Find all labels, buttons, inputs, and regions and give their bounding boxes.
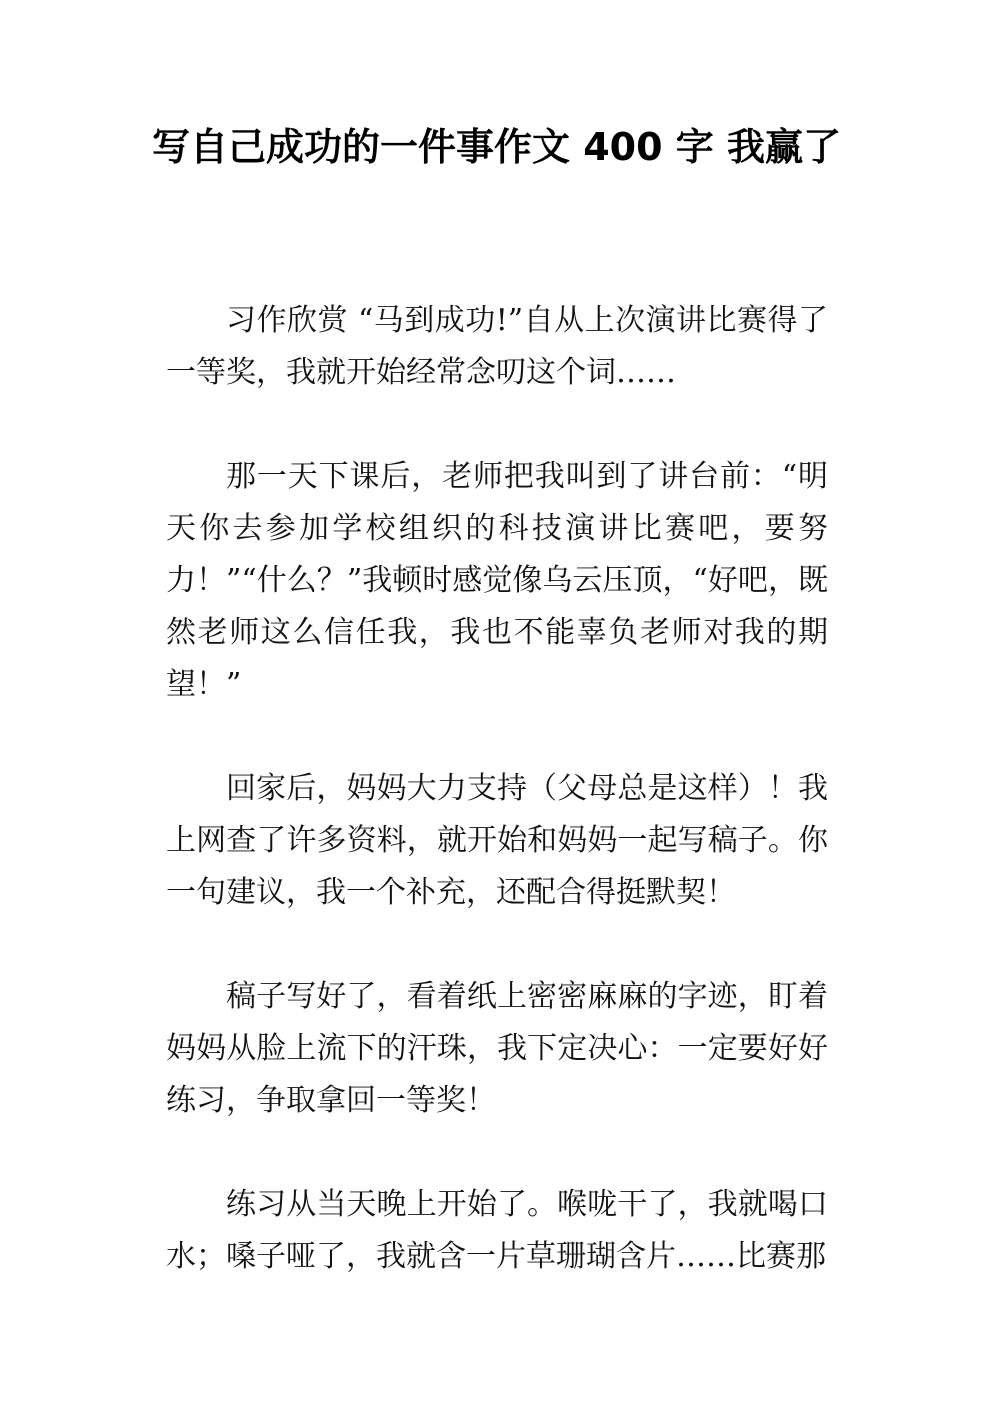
paragraph-1: 习作欣赏 “马到成功!”自从上次演讲比赛得了一等奖，我就开始经常念叨这个词…… <box>166 303 828 390</box>
paragraph-4: 稿子写好了，看着纸上密密麻麻的字迹，盯着妈妈从脸上流下的汗珠，我下定决心：一定要好好练习，争取拿回一等奖！ <box>166 979 828 1118</box>
paragraph-5: 练习从当天晚上开始了。喉咙干了，我就喝口水；嗓子哑了，我就含一片草珊瑚含片……比赛那 <box>166 1187 828 1274</box>
paragraph-2: 那一天下课后，老师把我叫到了讲台前：“明天你去参加学校组织的科技演讲比赛吧，要努力！”“什么？”我顿时感觉像乌云压顶，“好吧，既然老师这么信任我，我也不能辜负老师对我的期望！” <box>166 459 828 702</box>
document-title: 写自己成功的一件事作文 400 字 我赢了 <box>151 125 841 169</box>
document-body <box>166 295 828 1335</box>
paragraph-3: 回家后，妈妈大力支持（父母总是这样）！我上网查了许多资料，就开始和妈妈一起写稿子。你一句建议，我一个补充，还配合得挺默契！ <box>166 771 828 910</box>
